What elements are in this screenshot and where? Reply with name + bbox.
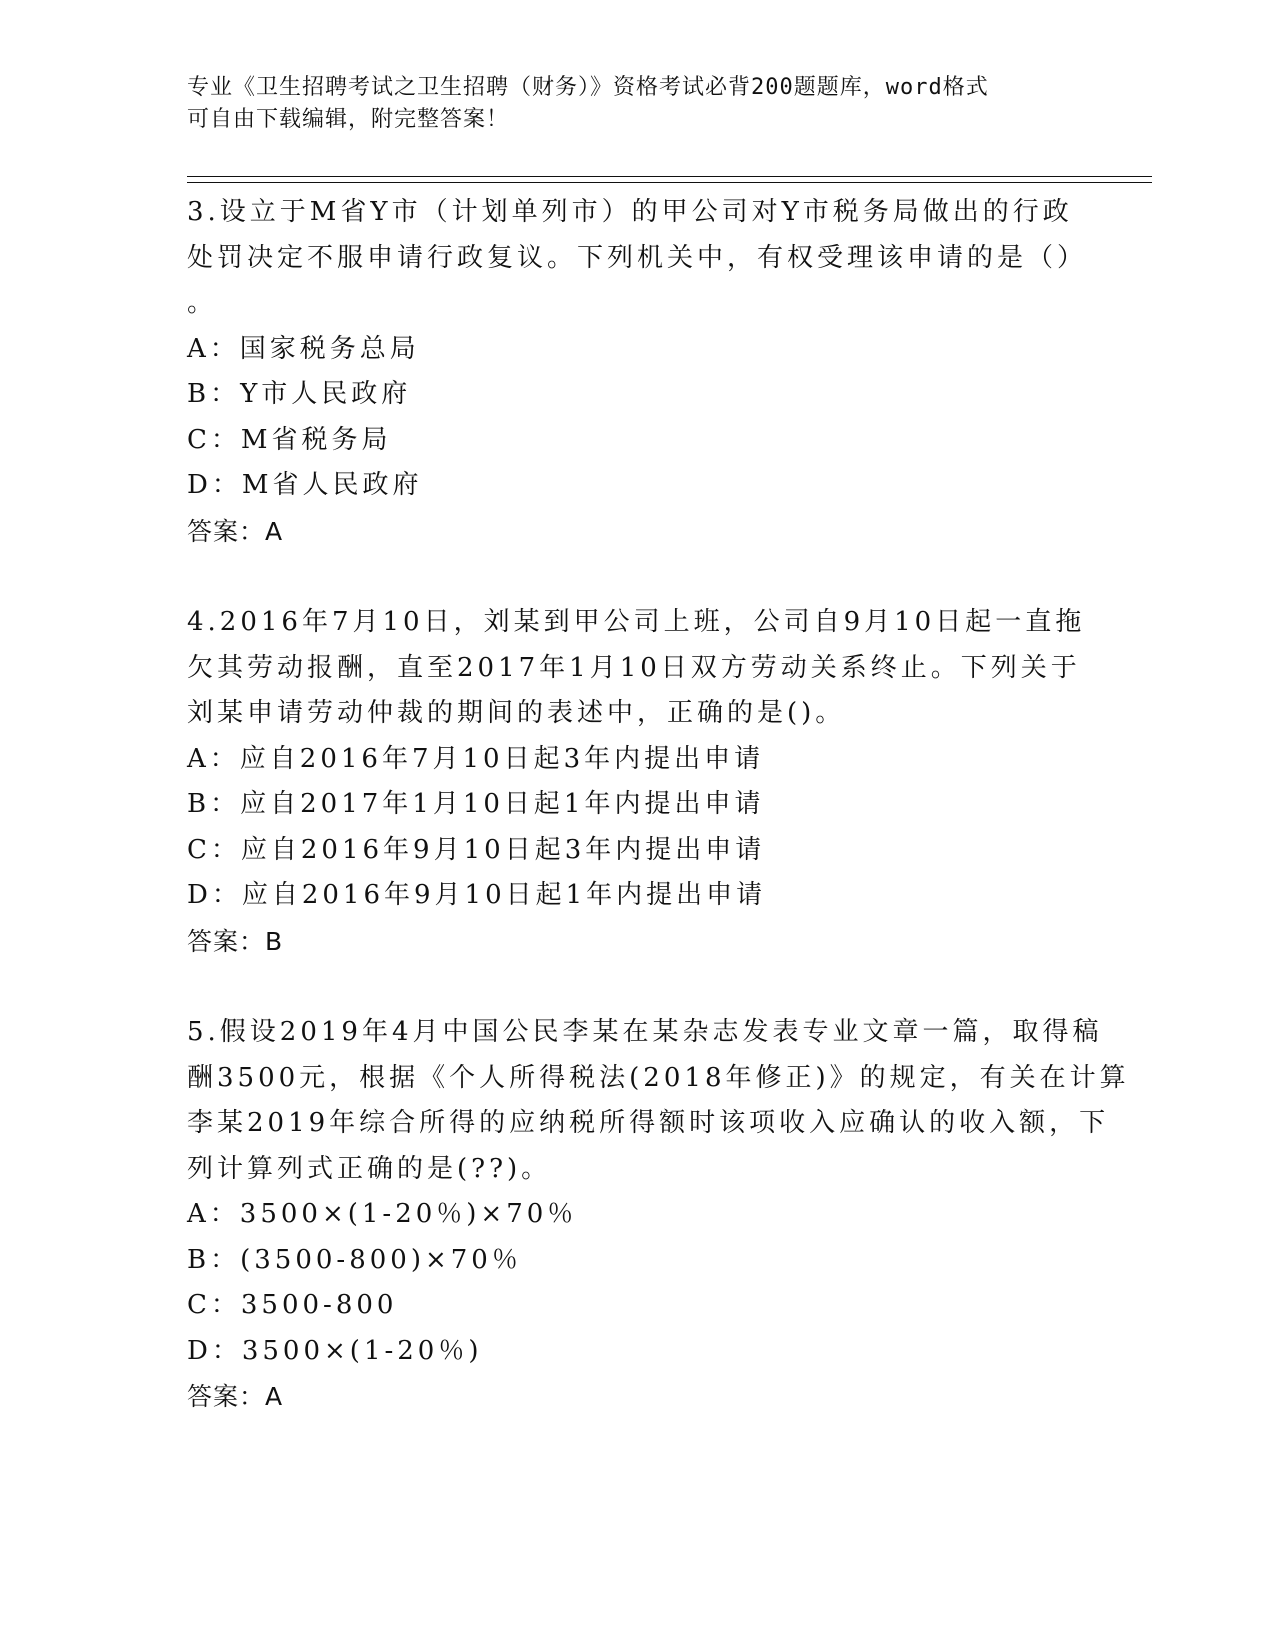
option-c: C：应自2016年9月10日起3年内提出申请 xyxy=(187,834,766,865)
question-stem-line: 列计算列式正确的是(??)。 xyxy=(187,1153,552,1184)
question-3 xyxy=(187,190,1087,554)
question-list xyxy=(187,190,1130,1466)
question-stem-line: 欠其劳动报酬，直至2017年1月10日双方劳动关系终止。下列关于 xyxy=(187,652,1081,683)
header-divider xyxy=(187,176,1152,177)
question-stem-line: 刘某申请劳动仲裁的期间的表述中，正确的是()。 xyxy=(187,698,846,728)
question-stem-line: 5.假设2019年4月中国公民李某在某杂志发表专业文章一篇，取得稿 xyxy=(187,1017,1103,1047)
answer-label: 答案：B xyxy=(187,926,284,956)
option-a: A：国家税务总局 xyxy=(187,333,420,364)
header-divider xyxy=(187,182,1152,183)
question-stem-line: 处罚决定不服申请行政复议。下列机关中，有权受理该申请的是（） xyxy=(187,242,1088,273)
option-b: B：Y市人民政府 xyxy=(187,379,412,409)
option-b: B：应自2017年1月10日起1年内提出申请 xyxy=(187,789,765,819)
option-d: D：M省人民政府 xyxy=(187,470,423,500)
option-b: B：(3500-800)×70％ xyxy=(187,1244,522,1275)
question-4 xyxy=(187,600,1087,964)
answer-label: 答案：A xyxy=(187,516,284,546)
header-line: 可自由下载编辑，附完整答案！ xyxy=(187,107,510,132)
question-stem-line: 酬3500元，根据《个人所得税法(2018年修正)》的规定，有关在计算 xyxy=(187,1062,1130,1093)
option-c: C：3500-800 xyxy=(187,1290,398,1320)
option-a: A：3500×(1-20％)×70％ xyxy=(187,1199,578,1229)
question-stem-line: 李某2019年综合所得的应纳税所得额时该项收入应确认的收入额，下 xyxy=(187,1108,1110,1138)
question-stem-line: 4.2016年7月10日，刘某到甲公司上班，公司自9月10日起一直拖 xyxy=(187,607,1086,637)
option-a: A：应自2016年7月10日起3年内提出申请 xyxy=(187,743,765,774)
answer-label: 答案：A xyxy=(187,1382,284,1411)
header-line: 专业《卫生招聘考试之卫生招聘（财务）》资格考试必背200题题库，word格式 xyxy=(187,75,989,100)
document-header xyxy=(187,72,1067,136)
option-d: D：3500×(1-20％) xyxy=(187,1335,483,1366)
question-stem-line: 。 xyxy=(187,288,218,318)
option-d: D：应自2016年9月10日起1年内提出申请 xyxy=(187,880,767,910)
question-5 xyxy=(187,1010,1130,1420)
question-stem-line: 3.设立于M省Y市（计划单列市）的甲公司对Y市税务局做出的行政 xyxy=(187,197,1073,227)
option-c: C：M省税务局 xyxy=(187,424,392,455)
